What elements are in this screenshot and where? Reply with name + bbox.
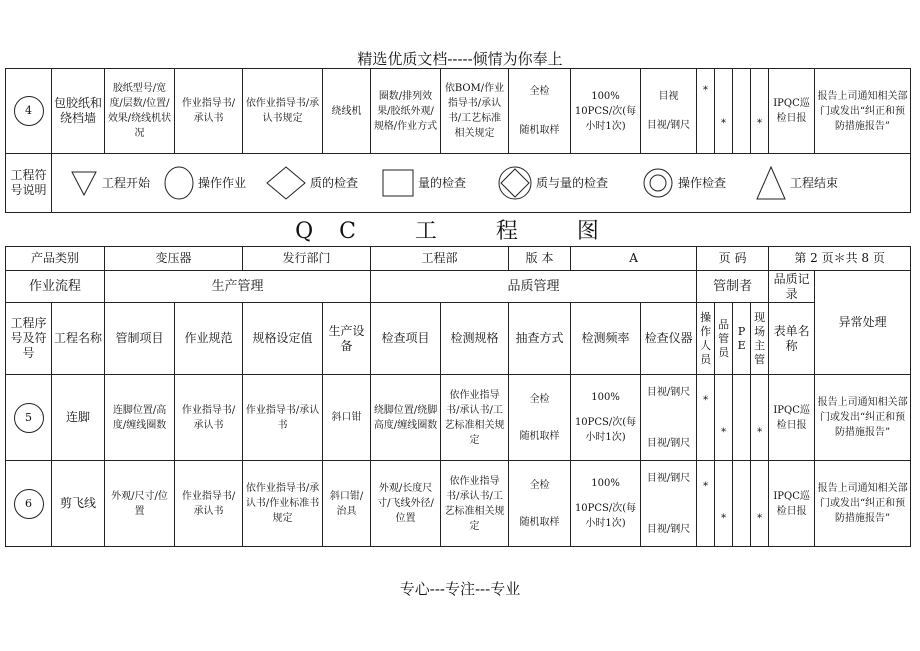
row6-freq-a: 100%	[591, 478, 620, 489]
operation-oval-icon	[164, 166, 194, 200]
head-abnormal: 异常处理	[815, 271, 911, 375]
row5-freq	[571, 375, 641, 461]
row6-method	[509, 461, 571, 547]
row6-pe-mark	[733, 461, 751, 547]
page-header-text: 精选优质文档-----倾情为你奉上	[357, 50, 563, 68]
head-instrument: 检查仪器	[641, 303, 697, 375]
legend-cell	[52, 154, 911, 213]
row5-step-cell	[6, 375, 52, 461]
row6-instr-a: 目视/钢尺	[646, 472, 691, 484]
row6-freq	[571, 461, 641, 547]
row4-freq	[571, 69, 641, 154]
row6-work-spec: 作业指导书/承认书	[175, 461, 243, 547]
row5-control-item: 连脚位置/高度/缠线圈数	[105, 375, 175, 461]
head-work-spec: 作业规范	[175, 303, 243, 375]
row4-site-mark: *	[751, 69, 769, 154]
quality-check-diamond-icon	[266, 166, 306, 200]
row5-inspect-spec: 依作业指导书/承认书/工艺标准相关规定	[441, 375, 509, 461]
row6-site-mark: *	[751, 461, 769, 547]
head-spec-value: 规格设定值	[243, 303, 323, 375]
head-inspect-spec: 检测规格	[441, 303, 509, 375]
row4-name: 包胶纸和绕档墙	[52, 69, 105, 154]
quantity-check-square-icon	[382, 169, 414, 197]
legend-operation-check: 操作检查	[678, 175, 727, 190]
row4-method-b: 随机取样	[519, 125, 560, 136]
row5-instr-b: 目视/钢尺	[646, 437, 691, 449]
row5-freq-a: 100%	[591, 392, 620, 403]
row5-equipment: 斜口钳	[323, 375, 371, 461]
page-label: 页 码	[697, 247, 769, 271]
row5-method-b: 随机取样	[519, 430, 560, 442]
row5-name: 连脚	[52, 375, 105, 461]
head-freq: 检测频率	[571, 303, 641, 375]
row6-freq-b: 10PCS/次(每小时1次)	[574, 503, 637, 529]
head-site: 现场主管	[751, 303, 769, 375]
row6-instrument	[641, 461, 697, 547]
row5-freq-b: 10PCS/次(每小时1次)	[574, 417, 637, 443]
row6-operator-mark: *	[697, 461, 715, 547]
operation-circle-icon: 6	[14, 489, 44, 519]
legend-quantity-check: 量的检查	[418, 175, 467, 190]
head-step-name: 工程名称	[52, 303, 105, 375]
row5-instrument	[641, 375, 697, 461]
head-production: 生产管理	[105, 271, 371, 303]
row4-method	[509, 69, 571, 154]
row4-pe-mark	[733, 69, 751, 154]
head-operator: 操作人员	[697, 303, 715, 375]
legend-operation: 操作作业	[198, 175, 247, 190]
top-process-table	[5, 68, 911, 213]
operation-circle-icon: 4	[14, 96, 44, 126]
product-label: 产品类别	[6, 247, 105, 271]
row4-inspect-spec: 依BOM/作业指导书/承认书/工艺标准相关规定	[441, 69, 509, 154]
row4-freq-a: 100%	[591, 90, 620, 102]
row6-abnormal: 报告上司通知相关部门或发出“纠正和预防措施报告”	[815, 461, 911, 547]
row6-inspect-item: 外观/长度尺寸/飞线外径/位置	[371, 461, 441, 547]
dept-label: 发行部门	[243, 247, 371, 271]
legend-quality-quantity-check: 质与量的检查	[536, 175, 609, 190]
row6-form: IPQC巡检日报	[769, 461, 815, 547]
row4-qc-mark: *	[715, 69, 733, 154]
page-value: 第 2 页＊共 8 页	[769, 247, 911, 271]
row6-qc-mark: *	[715, 461, 733, 547]
qc-process-table	[5, 246, 911, 547]
head-inspect-item: 检查项目	[371, 303, 441, 375]
page-footer-text: 专心---专注---专业	[399, 580, 521, 598]
row6-control-item: 外观/尺寸/位置	[105, 461, 175, 547]
page-title: QC 工 程 图	[295, 219, 625, 244]
row5-form: IPQC巡检日报	[769, 375, 815, 461]
head-step-no: 工程序号及符号	[6, 303, 52, 375]
head-record: 品质记录	[769, 271, 815, 303]
row4-instrument	[641, 69, 697, 154]
row5-pe-mark	[733, 375, 751, 461]
row4-step-cell	[6, 69, 52, 154]
head-qc: 品管员	[715, 303, 733, 375]
version-label: 版 本	[509, 247, 571, 271]
legend-quality-check: 质的检查	[310, 175, 359, 190]
row4-inspect-item: 圈数/排列效果/胶纸外观/规格/作业方式	[371, 69, 441, 154]
row4-spec-value: 依作业指导书/承认书规定	[243, 69, 323, 154]
head-method: 抽查方式	[509, 303, 571, 375]
process-start-triangle-icon	[70, 169, 98, 197]
row6-step-cell	[6, 461, 52, 547]
legend-label: 工程符号说明	[6, 154, 52, 213]
head-manager: 管制者	[697, 271, 769, 303]
process-end-triangle-icon	[756, 166, 786, 200]
row6-spec-value: 依作业指导书/承认书/作业标准书规定	[243, 461, 323, 547]
head-control-item: 管制项目	[105, 303, 175, 375]
legend-start: 工程开始	[102, 175, 151, 190]
row5-abnormal: 报告上司通知相关部门或发出“纠正和预防措施报告”	[815, 375, 911, 461]
row4-control-item: 胶纸型号/宽度/层数/位置/效果/绕线机状况	[105, 69, 175, 154]
row4-form: IPQC巡检日报	[769, 69, 815, 154]
row5-operator-mark: *	[697, 375, 715, 461]
head-pe: PE	[733, 303, 751, 375]
version-value: A	[571, 247, 697, 271]
operation-circle-icon: 5	[14, 403, 44, 433]
row5-site-mark: *	[751, 375, 769, 461]
row6-inspect-spec: 依作业指导书/承认书/工艺标准相关规定	[441, 461, 509, 547]
row5-inspect-item: 绕脚位置/绕脚高度/缠线圈数	[371, 375, 441, 461]
product-value: 变压器	[105, 247, 243, 271]
row5-work-spec: 作业指导书/承认书	[175, 375, 243, 461]
row6-equipment: 斜口钳/治具	[323, 461, 371, 547]
row5-method-a: 全检	[529, 393, 550, 405]
head-quality: 品质管理	[371, 271, 697, 303]
row6-name: 剪飞线	[52, 461, 105, 547]
row5-qc-mark: *	[715, 375, 733, 461]
row4-work-spec: 作业指导书/承认书	[175, 69, 243, 154]
row5-spec-value: 作业指导书/承认书	[243, 375, 323, 461]
row5-instr-a: 目视/钢尺	[646, 386, 691, 398]
head-flow: 作业流程	[6, 271, 105, 303]
row6-method-b: 随机取样	[519, 516, 560, 528]
row4-freq-b: 10PCS/次(每小时1次)	[574, 105, 637, 132]
row4-equipment: 绕线机	[323, 69, 371, 154]
row4-method-a: 全检	[529, 86, 550, 97]
operation-check-icon	[642, 167, 674, 199]
row4-operator-mark: *	[697, 69, 715, 154]
head-form: 表单名称	[769, 303, 815, 375]
legend-end: 工程结束	[790, 175, 839, 190]
head-equipment: 生产设备	[323, 303, 371, 375]
row4-instr-b: 目视/钢尺	[646, 120, 691, 131]
row6-method-a: 全检	[529, 479, 550, 491]
row4-instr-a: 目视	[658, 91, 679, 102]
quality-quantity-check-icon	[498, 166, 532, 200]
row6-instr-b: 目视/钢尺	[646, 523, 691, 535]
dept-value: 工程部	[371, 247, 509, 271]
row5-method	[509, 375, 571, 461]
row4-abnormal: 报告上司通知相关部门或发出“纠正和预防措施报告”	[815, 69, 911, 154]
